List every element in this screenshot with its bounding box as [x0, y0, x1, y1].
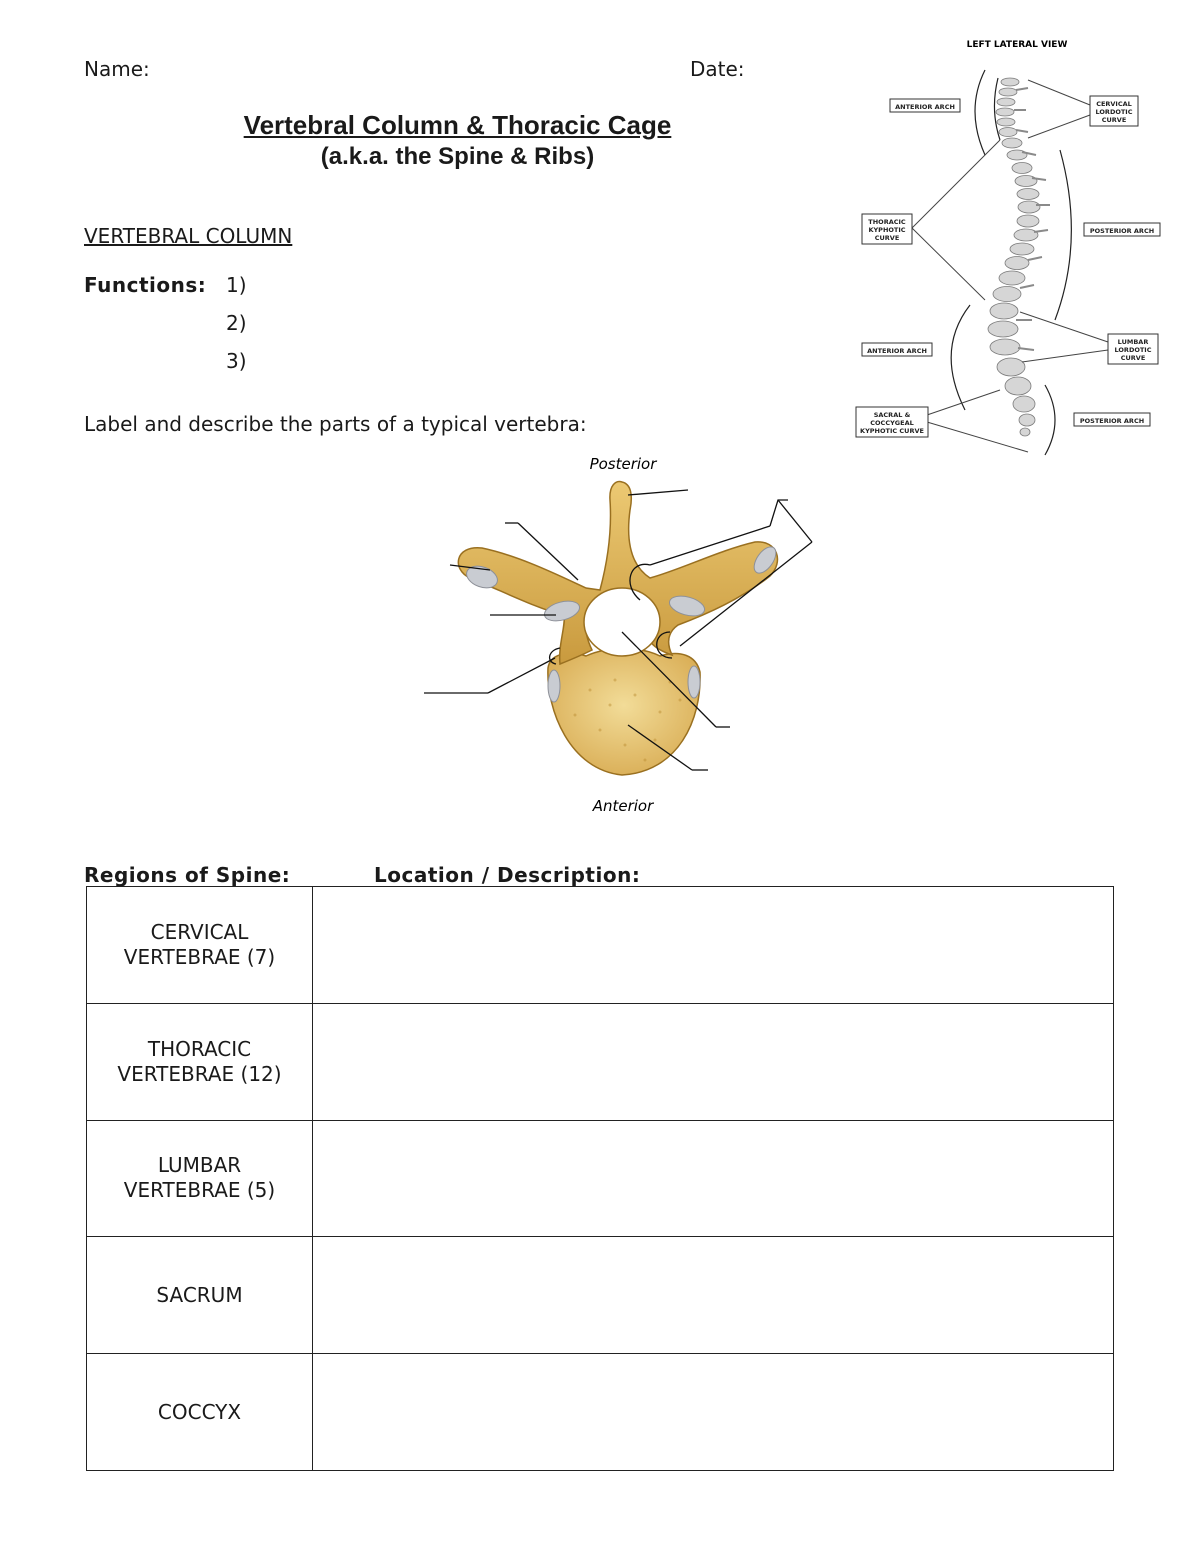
section-heading: VERTEBRAL COLUMN	[84, 224, 293, 248]
region-name: COCCYX	[157, 1399, 242, 1424]
table-row	[87, 1003, 1114, 1120]
page-title: Vertebral Column & Thoracic Cage	[243, 110, 672, 140]
region-count: VERTEBRAE (12)	[117, 1061, 282, 1086]
description-cell-lumbar[interactable]	[313, 1120, 1114, 1237]
table-row	[87, 1237, 1114, 1354]
label-lumbar-2: LORDOTIC	[1114, 346, 1152, 354]
label-lumbar-1: LUMBAR	[1117, 338, 1149, 346]
region-cell-thoracic	[87, 1003, 313, 1120]
label-posterior-arch-top: POSTERIOR ARCH	[1089, 227, 1155, 235]
region-count: VERTEBRAE (7)	[123, 944, 276, 969]
regions-header: Regions of Spine:	[84, 863, 291, 887]
posterior-label: Posterior	[589, 455, 657, 473]
vertebra-instruction: Label and describe the parts of a typical vertebra:	[84, 412, 587, 436]
region-name: CERVICAL	[150, 919, 249, 944]
label-anterior-arch-bottom: ANTERIOR ARCH	[867, 347, 927, 355]
function-item-3: 3)	[226, 349, 247, 373]
function-item-1: 1)	[226, 273, 247, 297]
page-subtitle: (a.k.a. the Spine & Ribs)	[320, 143, 595, 170]
table-row	[87, 887, 1114, 1004]
label-cervical-3: CURVE	[1101, 116, 1127, 124]
function-item-2: 2)	[226, 311, 247, 335]
spine-column	[988, 78, 1040, 436]
vertebra-diagram	[360, 450, 830, 825]
label-thoracic-2: KYPHOTIC	[868, 226, 906, 234]
label-cervical-1: CERVICAL	[1096, 100, 1132, 108]
table-row	[87, 1354, 1114, 1471]
region-name: THORACIC	[147, 1036, 252, 1061]
description-header: Location / Description:	[374, 863, 641, 887]
label-lumbar-3: CURVE	[1120, 354, 1146, 362]
region-cell-coccyx	[87, 1354, 313, 1471]
label-posterior-arch-bottom: POSTERIOR ARCH	[1079, 417, 1145, 425]
regions-table	[86, 886, 1114, 1471]
name-label: Name:	[84, 57, 150, 81]
anterior-label: Anterior	[592, 797, 654, 815]
label-sacral-2: COCCYGEAL	[870, 419, 914, 427]
label-cervical-2: LORDOTIC	[1095, 108, 1133, 116]
label-thoracic-1: THORACIC	[868, 218, 906, 226]
region-cell-cervical	[87, 887, 313, 1004]
description-cell-cervical[interactable]	[313, 887, 1114, 1004]
region-count: VERTEBRAE (5)	[123, 1178, 276, 1203]
spine-lateral-diagram	[850, 30, 1170, 460]
region-name: LUMBAR	[157, 1153, 242, 1178]
spine-view-title: LEFT LATERAL VIEW	[966, 40, 1068, 50]
description-cell-coccyx[interactable]	[313, 1354, 1114, 1471]
region-name: SACRUM	[156, 1282, 243, 1307]
functions-label: Functions:	[84, 273, 207, 297]
label-thoracic-3: CURVE	[874, 234, 900, 242]
date-label: Date:	[690, 57, 745, 81]
description-cell-sacrum[interactable]	[313, 1237, 1114, 1354]
description-cell-thoracic[interactable]	[313, 1003, 1114, 1120]
table-row	[87, 1120, 1114, 1237]
label-sacral-3: KYPHOTIC CURVE	[860, 427, 924, 435]
region-cell-lumbar	[87, 1120, 313, 1237]
vertebral-foramen	[584, 588, 660, 656]
label-anterior-arch-top: ANTERIOR ARCH	[895, 103, 955, 111]
region-cell-sacrum	[87, 1237, 313, 1354]
label-sacral-1: SACRAL &	[873, 411, 911, 419]
